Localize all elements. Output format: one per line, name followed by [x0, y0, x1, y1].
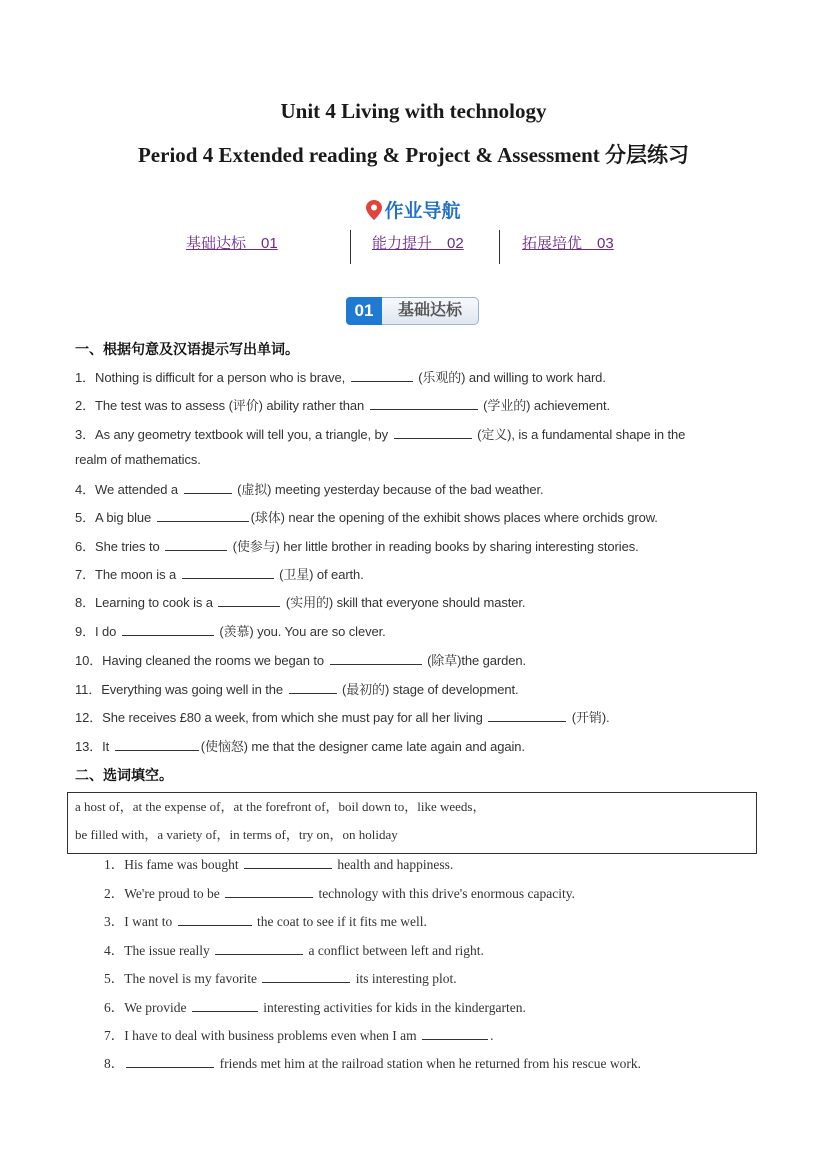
question-number: 1．: [75, 370, 96, 385]
answer-blank[interactable]: [126, 1055, 214, 1068]
question-item: [104, 910, 427, 930]
question-text: friends met him at the railroad station when he returned from his rescue work.: [216, 1056, 641, 1071]
question-text: She receives £80 a week, from which she must pay for all her living: [102, 710, 487, 725]
nav-link-basic[interactable]: 基础达标 01: [186, 235, 278, 252]
question-number: 11．: [75, 682, 102, 697]
question-number: 4．: [75, 482, 96, 497]
question-text: We provide: [124, 1000, 190, 1015]
question-item: [75, 592, 735, 611]
question-number: 12．: [75, 710, 103, 725]
question-number: 5．: [104, 971, 125, 986]
question-item: [104, 996, 526, 1016]
answer-blank[interactable]: [192, 999, 258, 1012]
answer-blank[interactable]: [488, 709, 566, 722]
question-text: I have to deal with business problems even when I am: [124, 1028, 421, 1043]
question-number: 4．: [104, 943, 125, 958]
answer-blank[interactable]: [157, 509, 249, 522]
question-text: (卫星) of earth.: [275, 567, 364, 582]
question-item: [75, 679, 735, 698]
question-text: technology with this drive's enormous capacity.: [315, 886, 575, 901]
word-bank-box: [67, 792, 757, 854]
nav-heading-text: 作业导航: [384, 201, 461, 222]
answer-blank[interactable]: [422, 1027, 488, 1040]
question-text: (学业的) achievement.: [479, 398, 610, 413]
question-number: 2．: [75, 398, 96, 413]
question-text: Learning to cook is a: [95, 595, 217, 610]
answer-blank[interactable]: [218, 594, 280, 607]
question-number: 10．: [75, 653, 103, 668]
question-text: It: [102, 739, 113, 754]
question-item: [104, 853, 453, 873]
answer-blank[interactable]: [178, 913, 252, 926]
title-line-1: Unit 4 Living with technology: [280, 99, 547, 123]
question-number: 3．: [104, 914, 125, 929]
question-text: A big blue: [95, 510, 155, 525]
answer-blank[interactable]: [184, 481, 232, 494]
answer-blank[interactable]: [225, 885, 313, 898]
question-text: (乐观的) and willing to work hard.: [414, 370, 606, 385]
answer-blank[interactable]: [262, 970, 350, 983]
question-number: 6．: [104, 1000, 125, 1015]
part1-heading: 一、根据句意及汉语提示写出单词。: [75, 341, 299, 357]
word-bank-line-2: be filled with，a variety of，in terms of，try on，on holiday: [75, 827, 398, 842]
question-item: [75, 736, 735, 755]
homework-nav: [150, 230, 670, 264]
word-bank-line-1: a host of，at the expense of，at the forefront of，boil down to，like weeds，: [75, 799, 486, 814]
question-text: We're proud to be: [124, 886, 224, 901]
question-text: a conflict between left and right.: [305, 943, 484, 958]
question-item: [104, 1052, 641, 1072]
question-text: The novel is my favorite: [124, 971, 261, 986]
answer-blank[interactable]: [215, 942, 303, 955]
answer-blank[interactable]: [122, 623, 214, 636]
question-text: The test was to assess (评价) ability rather than: [95, 398, 368, 413]
question-item: [75, 650, 735, 669]
question-number: 9．: [75, 624, 96, 639]
question-item: [75, 507, 735, 526]
question-item: [104, 1024, 493, 1044]
question-text: .: [490, 1028, 494, 1043]
question-text: health and happiness.: [333, 857, 454, 872]
question-text: Everything was going well in the: [101, 682, 287, 697]
question-number: 2．: [104, 886, 125, 901]
question-text: The issue really: [124, 943, 214, 958]
question-number: 13．: [75, 739, 103, 754]
nav-divider: [499, 230, 500, 264]
question-number: 8．: [75, 595, 96, 610]
question-text: (实用的) skill that everyone should master.: [282, 595, 526, 610]
question-text: Having cleaned the rooms we began to: [102, 653, 328, 668]
question-number: 5．: [75, 510, 96, 525]
question-item: [75, 479, 735, 498]
answer-blank[interactable]: [165, 538, 227, 551]
question-item: [75, 367, 735, 386]
question-text: (最初的) stage of development.: [338, 682, 519, 697]
question-number: 7．: [104, 1028, 125, 1043]
answer-blank[interactable]: [115, 738, 199, 751]
question-text: (球体) near the opening of the exhibit shows places where orchids grow.: [250, 510, 658, 525]
answer-blank[interactable]: [370, 397, 478, 410]
question-item: [104, 882, 575, 902]
question-item: [75, 536, 735, 555]
answer-blank[interactable]: [182, 566, 274, 579]
answer-blank[interactable]: [244, 856, 332, 869]
question-item: [104, 967, 457, 987]
question-item: [75, 707, 735, 726]
question-text: (羡慕) you. You are so clever.: [215, 624, 386, 639]
answer-blank[interactable]: [351, 369, 413, 382]
answer-blank[interactable]: [330, 652, 422, 665]
question-text: As any geometry textbook will tell you, a triangle, by: [95, 427, 392, 442]
question-text: His fame was bought: [124, 857, 242, 872]
question-continuation: realm of mathematics.: [75, 452, 201, 467]
part2-heading: 二、选词填空。: [75, 767, 173, 783]
title-line-2: Period 4 Extended reading & Project & Assessment 分层练习: [137, 143, 689, 167]
section-badge-number: 01: [346, 297, 382, 325]
question-item: [75, 621, 735, 640]
question-number: 7．: [75, 567, 96, 582]
answer-blank[interactable]: [394, 426, 472, 439]
nav-link-extension[interactable]: 拓展培优 03: [522, 235, 614, 252]
question-item: [75, 395, 735, 414]
question-text: We attended a: [95, 482, 182, 497]
question-text: the coat to see if it fits me well.: [253, 914, 427, 929]
section-badge-label: 基础达标: [382, 297, 479, 325]
question-text: I want to: [124, 914, 176, 929]
nav-divider: [350, 230, 351, 264]
question-text: (虚拟) meeting yesterday because of the bad weather.: [233, 482, 544, 497]
nav-link-ability[interactable]: 能力提升 02: [372, 235, 464, 252]
question-text: its interesting plot.: [352, 971, 457, 986]
question-item: [75, 424, 735, 443]
location-pin-icon: [366, 200, 382, 220]
answer-blank[interactable]: [289, 681, 337, 694]
homework-nav-heading: [0, 196, 827, 223]
question-number: 1．: [104, 857, 125, 872]
question-text: Nothing is difficult for a person who is brave,: [95, 370, 349, 385]
question-number: 8．: [104, 1056, 125, 1071]
question-text: (开销).: [568, 710, 610, 725]
question-text: interesting activities for kids in the kindergarten.: [259, 1000, 526, 1015]
question-item: [75, 564, 735, 583]
question-text: The moon is a: [95, 567, 180, 582]
question-text: (使恼怒) me that the designer came late again and again.: [200, 739, 525, 754]
question-text: (使参与) her little brother in reading books by sharing interesting stories.: [229, 539, 639, 554]
question-item: [104, 939, 484, 959]
question-text: She tries to: [95, 539, 164, 554]
question-number: 3．: [75, 427, 96, 442]
question-text: I do: [95, 624, 120, 639]
question-text: (除草)the garden.: [423, 653, 527, 668]
question-number: 6．: [75, 539, 96, 554]
question-text: (定义), is a fundamental shape in the: [473, 427, 686, 442]
